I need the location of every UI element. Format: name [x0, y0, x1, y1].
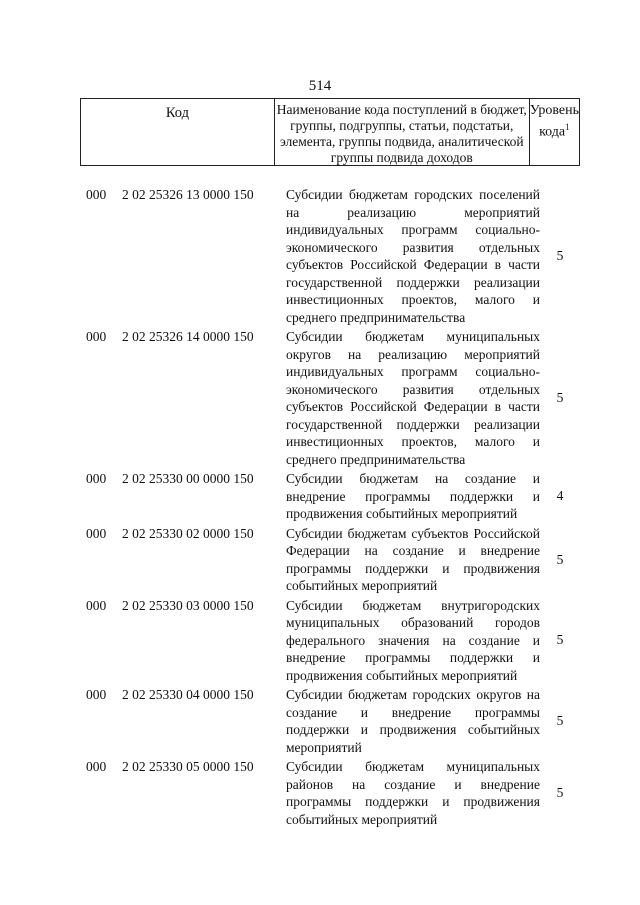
- table-body: [80, 186, 580, 828]
- table-row: [80, 328, 580, 468]
- row-name: Субсидии бюджетам муниципальных районов на создание и внедрение программы поддержки и продвижения событийных мероприятий: [286, 759, 540, 827]
- row-name: Субсидии бюджетам субъектов Российской Федерации на создание и внедрение программы поддержки и продвижения событийных мероприятий: [286, 525, 540, 593]
- header-code: Код: [81, 99, 275, 165]
- row-code: 2 02 25330 05 0000 150: [122, 759, 254, 774]
- row-admin-code: 000: [86, 525, 107, 541]
- row-level: 5: [556, 713, 564, 728]
- row-name: Субсидии бюджетам городских поселений на реализацию мероприятий индивидуальных программ социально-экономического развития отдельных субъектов Российской Федерации в части государственной поддержки реализации инвестиционных проектов, малого и среднего предпринимательства: [286, 187, 540, 325]
- row-level: 5: [556, 390, 564, 405]
- row-name: Субсидии бюджетам на создание и внедрение программы поддержки и продвижения событийных мероприятий: [286, 471, 540, 521]
- row-name: Субсидии бюджетам городских округов на создание и внедрение программы поддержки и продвижения событийных мероприятий: [286, 687, 540, 755]
- row-name: Субсидии бюджетам внутригородских муниципальных образований городов федерального значения на создание и внедрение программы поддержки и продвижения событийных мероприятий: [286, 597, 540, 683]
- table-row: [80, 686, 580, 756]
- row-level: 5: [556, 248, 564, 263]
- row-level: 5: [556, 632, 564, 648]
- header-name: Наименование кода поступлений в бюджет, группы, подгруппы, статьи, подстатьи, элемента, группы подвида, аналитической группы подвида доходов: [275, 99, 530, 165]
- table-header: [80, 98, 580, 166]
- row-code: 2 02 25330 02 0000 150: [122, 525, 254, 541]
- row-admin-code: 000: [86, 329, 107, 344]
- row-level: 5: [556, 785, 564, 800]
- header-level-footnote-mark: 1: [565, 122, 570, 132]
- row-name: Субсидии бюджетам муниципальных округов на реализацию мероприятий индивидуальных программ социально-экономического развития отдельных субъектов Российской Федерации в части государственной поддержки реализации инвестиционных проектов, малого и среднего предпринимательства: [286, 329, 540, 467]
- header-level-label: Уровень кода: [529, 103, 579, 140]
- row-code: 2 02 25326 14 0000 150: [122, 329, 254, 344]
- row-code: 2 02 25326 13 0000 150: [122, 187, 254, 202]
- row-admin-code: 000: [86, 687, 107, 702]
- table-row: [80, 470, 580, 523]
- row-code: 2 02 25330 03 0000 150: [122, 597, 254, 613]
- table-row: [80, 525, 580, 595]
- row-level: 5: [556, 551, 564, 567]
- row-admin-code: 000: [86, 187, 107, 202]
- table-row: [80, 597, 580, 685]
- row-level: 4: [556, 488, 564, 504]
- page-number: 514: [308, 78, 332, 94]
- table-row: [80, 758, 580, 828]
- table-row: [80, 186, 580, 326]
- header-level: [530, 99, 579, 165]
- row-admin-code: 000: [86, 759, 107, 774]
- row-code: 2 02 25330 04 0000 150: [122, 687, 254, 702]
- row-admin-code: 000: [86, 597, 107, 613]
- row-admin-code: 000: [86, 471, 107, 486]
- row-code: 2 02 25330 00 0000 150: [122, 471, 254, 486]
